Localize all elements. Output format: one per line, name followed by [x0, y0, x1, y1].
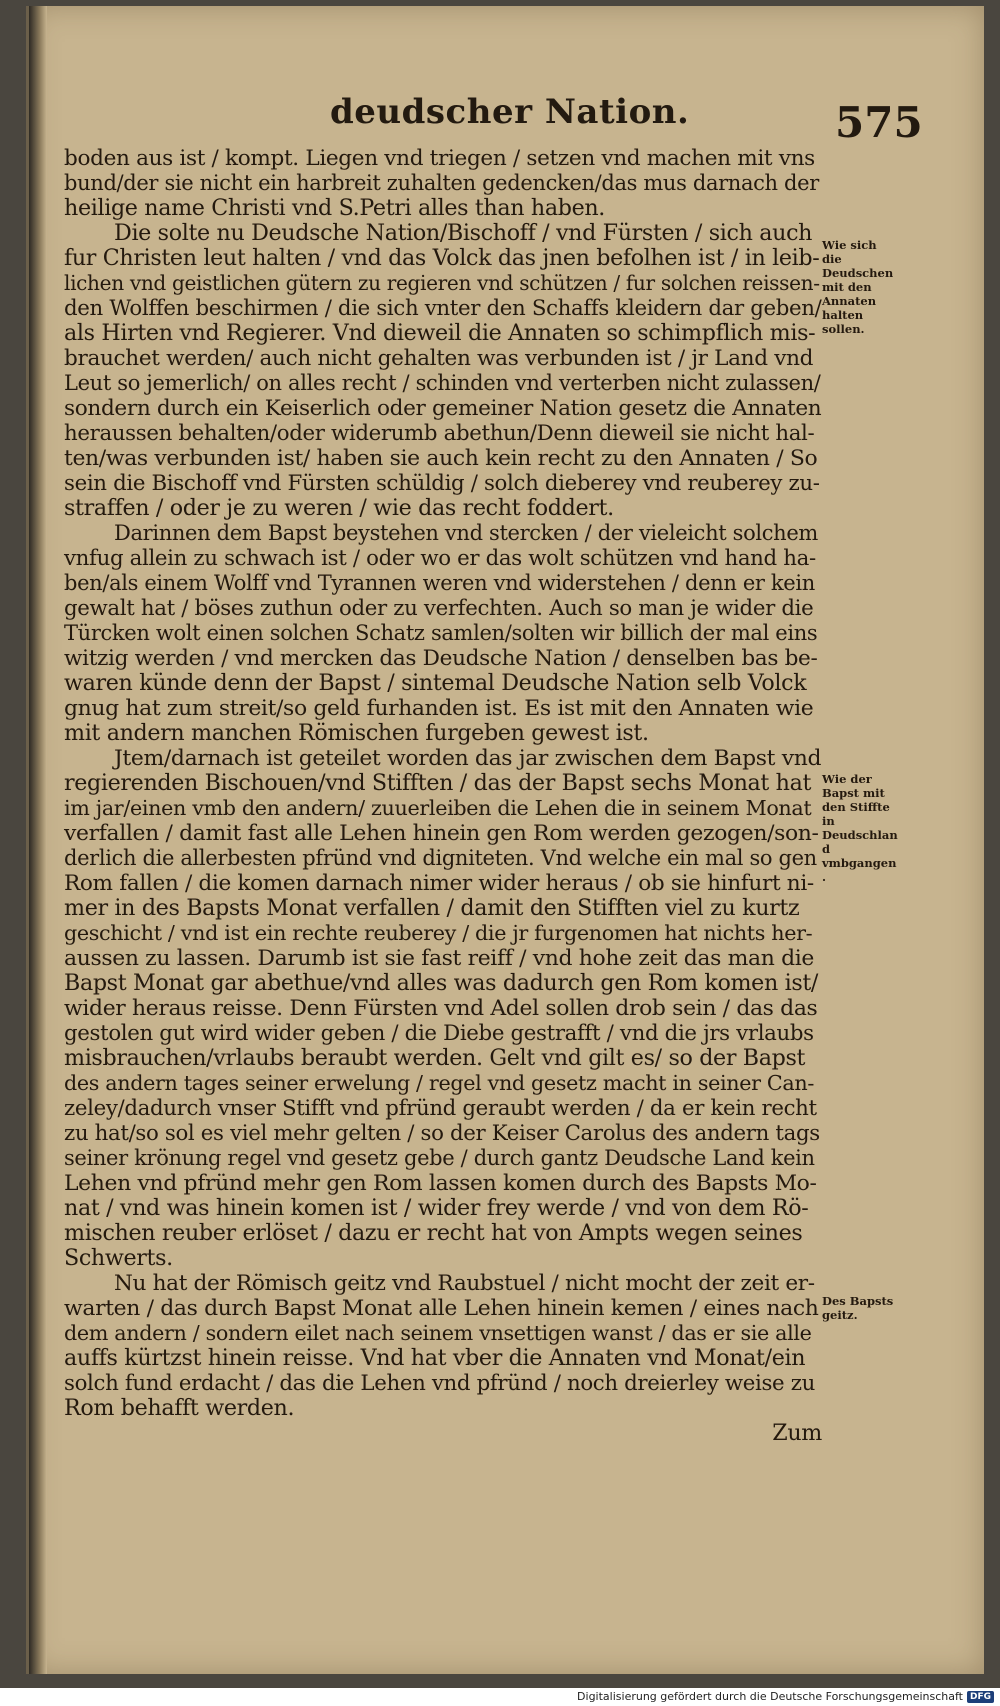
text-line: nat / vnd was hinein komen ist / wider frey werde / vnd von dem Rö- — [64, 1195, 809, 1221]
text-line: solch fund erdacht / das die Lehen vnd pfründ / noch dreierley weise zu — [64, 1371, 815, 1396]
text-line: Lehen vnd pfründ mehr gen Rom lassen komen durch des Bapsts Mo- — [64, 1171, 817, 1196]
text-line: lichen vnd geistlichen gütern zu regieren vnd schützen / fur solchen reissen- — [64, 271, 820, 295]
text-line: straffen / oder je zu weren / wie das recht foddert. — [64, 495, 614, 521]
margin-note: Wie sich die Deudschen mit den Annaten halten sollen. — [822, 238, 894, 336]
running-head: deudscher Nation. — [330, 92, 690, 132]
text-line: gewalt hat / böses zuthun oder zu verfechten. Auch so man je wider die — [64, 596, 814, 621]
page-number: 575 — [835, 98, 923, 147]
text-line: im jar/einen vmb den andern/ zuuerleiben die Lehen die in seinem Monat — [64, 796, 812, 820]
text-line: ben/als einem Wolff vnd Tyrannen weren vnd widerstehen / denn er kein — [64, 571, 815, 595]
text-line: warten / das durch Bapst Monat alle Lehen hinein kemen / eines nach — [64, 1296, 819, 1321]
text-line: geschicht / vnd ist ein rechte reuberey / die jr furgenomen hat nichts her- — [64, 921, 813, 945]
text-line: Rom behafft werden. — [64, 1395, 295, 1421]
text-line: aussen zu lassen. Darumb ist sie fast reiff / vnd hohe zeit das man die — [64, 946, 815, 971]
text-line: gnug hat zum streit/so geld furhanden ist. Es ist mit den Annaten wie — [64, 696, 814, 721]
text-line: Schwerts. — [64, 1245, 173, 1271]
text-line: auffs kürtzst hinein reisse. Vnd hat vber die Annaten vnd Monat/ein — [64, 1345, 806, 1371]
body-text — [64, 146, 822, 1446]
text-line: sein die Bischoff vnd Fürsten schüldig / solch dieberey vnd reuberey zu- — [64, 471, 820, 496]
text-line: Jtem/darnach ist geteilet worden das jar zwischen dem Bapst vnd — [114, 746, 822, 771]
text-line: vnfug allein zu schwach ist / oder wo er das wolt schützen vnd hand ha- — [64, 546, 816, 571]
text-line: zu hat/so sol es viel mehr gelten / so der Keiser Carolus des andern tags — [64, 1121, 820, 1146]
text-line: verfallen / damit fast alle Lehen hinein gen Rom werden gezogen/son- — [64, 821, 819, 846]
text-line: seiner krönung regel vnd gesetz gebe / durch gantz Deudsche Land kein — [64, 1146, 815, 1170]
footer-credit: Digitalisierung gefördert durch die Deutsche Forschungsgemeinschaft — [577, 1690, 963, 1703]
text-line: brauchet werden/ auch nicht gehalten was verbunden ist / jr Land vnd — [64, 346, 814, 371]
text-line: dem andern / sondern eilet nach seinem vnsettigen wanst / das er sie alle — [64, 1321, 812, 1345]
text-line: des andern tages seiner erwelung / regel vnd gesetz macht in seiner Can- — [64, 1071, 814, 1095]
text-line: gestolen gut wird wider geben / die Diebe gestrafft / vnd die jrs vrlaubs — [64, 1021, 814, 1046]
text-line: Bapst Monat gar abethue/vnd alles was dadurch gen Rom komen ist/ — [64, 970, 819, 996]
catchword: Zum — [772, 1420, 822, 1446]
text-line: ten/was verbunden ist/ haben sie auch kein recht zu den Annaten / So — [64, 446, 818, 471]
text-line: boden aus ist / kompt. Liegen vnd triegen / setzen vnd machen mit vns — [64, 146, 815, 171]
text-line: sondern durch ein Keiserlich oder gemeiner Nation gesetz die Annaten — [64, 396, 822, 421]
text-line: fur Christen leut halten / vnd das Volck das jnen befolhen ist / in leib- — [64, 245, 820, 271]
book-spine-shadow — [29, 6, 47, 1674]
text-line: misbrauchen/vrlaubs beraubt werden. Gelt vnd gilt es/ so der Bapst — [64, 1045, 806, 1071]
text-line: heilige name Christi vnd S.Petri alles than haben. — [64, 195, 605, 221]
text-line: den Wolffen beschirmen / die sich vnter den Schaffs kleidern dar geben/ — [64, 296, 822, 321]
text-line: mischen reuber erlöset / dazu er recht hat von Ampts wegen seines — [64, 1220, 803, 1246]
text-line: heraussen behalten/oder widerumb abethun/Denn dieweil sie nicht hal- — [64, 421, 815, 446]
text-line: Die solte nu Deudsche Nation/Bischoff / vnd Fürsten / sich auch — [114, 220, 813, 246]
margin-note: Des Bapsts geitz. — [822, 1294, 894, 1322]
text-line: wider heraus reisse. Denn Fürsten vnd Adel sollen drob sein / das das — [64, 996, 818, 1021]
text-line: zeley/dadurch vnser Stifft vnd pfründ geraubt werden / da er kein recht — [64, 1096, 817, 1121]
text-line: Leut so jemerlich/ on alles recht / schinden vnd verterben nicht zulassen/ — [64, 371, 821, 395]
text-line: Rom fallen / die komen darnach nimer wider heraus / ob sie hinfurt ni- — [64, 871, 814, 896]
text-line: Türcken wolt einen solchen Schatz samlen/solten wir billich der mal eins — [64, 621, 818, 645]
text-line: regierenden Bischouen/vnd Stifften / das der Bapst sechs Monat hat — [64, 770, 812, 796]
text-line: waren künde denn der Bapst / sintemal Deudsche Nation selb Volck — [64, 670, 807, 696]
text-line: witzig werden / vnd mercken das Deudsche Nation / denselben bas be- — [64, 646, 818, 671]
text-line: als Hirten vnd Regierer. Vnd dieweil die Annaten so schimpflich mis- — [64, 320, 816, 346]
text-line: mer in des Bapsts Monat verfallen / damit den Stifften viel zu kurtz — [64, 895, 800, 921]
text-line: derlich die allerbesten pfründ vnd digniteten. Vnd welche ein mal so gen — [64, 846, 817, 870]
text-line: bund/der sie nicht ein harbreit zuhalten gedencken/das mus darnach der — [64, 171, 819, 195]
margin-note: Wie der Bapst mit den Stiffte in Deudschland vmbgangen. — [822, 772, 898, 884]
text-line: mit andern manchen Römischen furgeben gewest ist. — [64, 720, 649, 746]
footer — [577, 1690, 994, 1703]
text-line: Nu hat der Römisch geitz vnd Raubstuel / nicht mocht der zeit er- — [114, 1271, 815, 1296]
text-line: Darinnen dem Bapst beystehen vnd stercken / der vieleicht solchem — [114, 521, 818, 545]
dfg-logo: DFG — [967, 1691, 994, 1703]
